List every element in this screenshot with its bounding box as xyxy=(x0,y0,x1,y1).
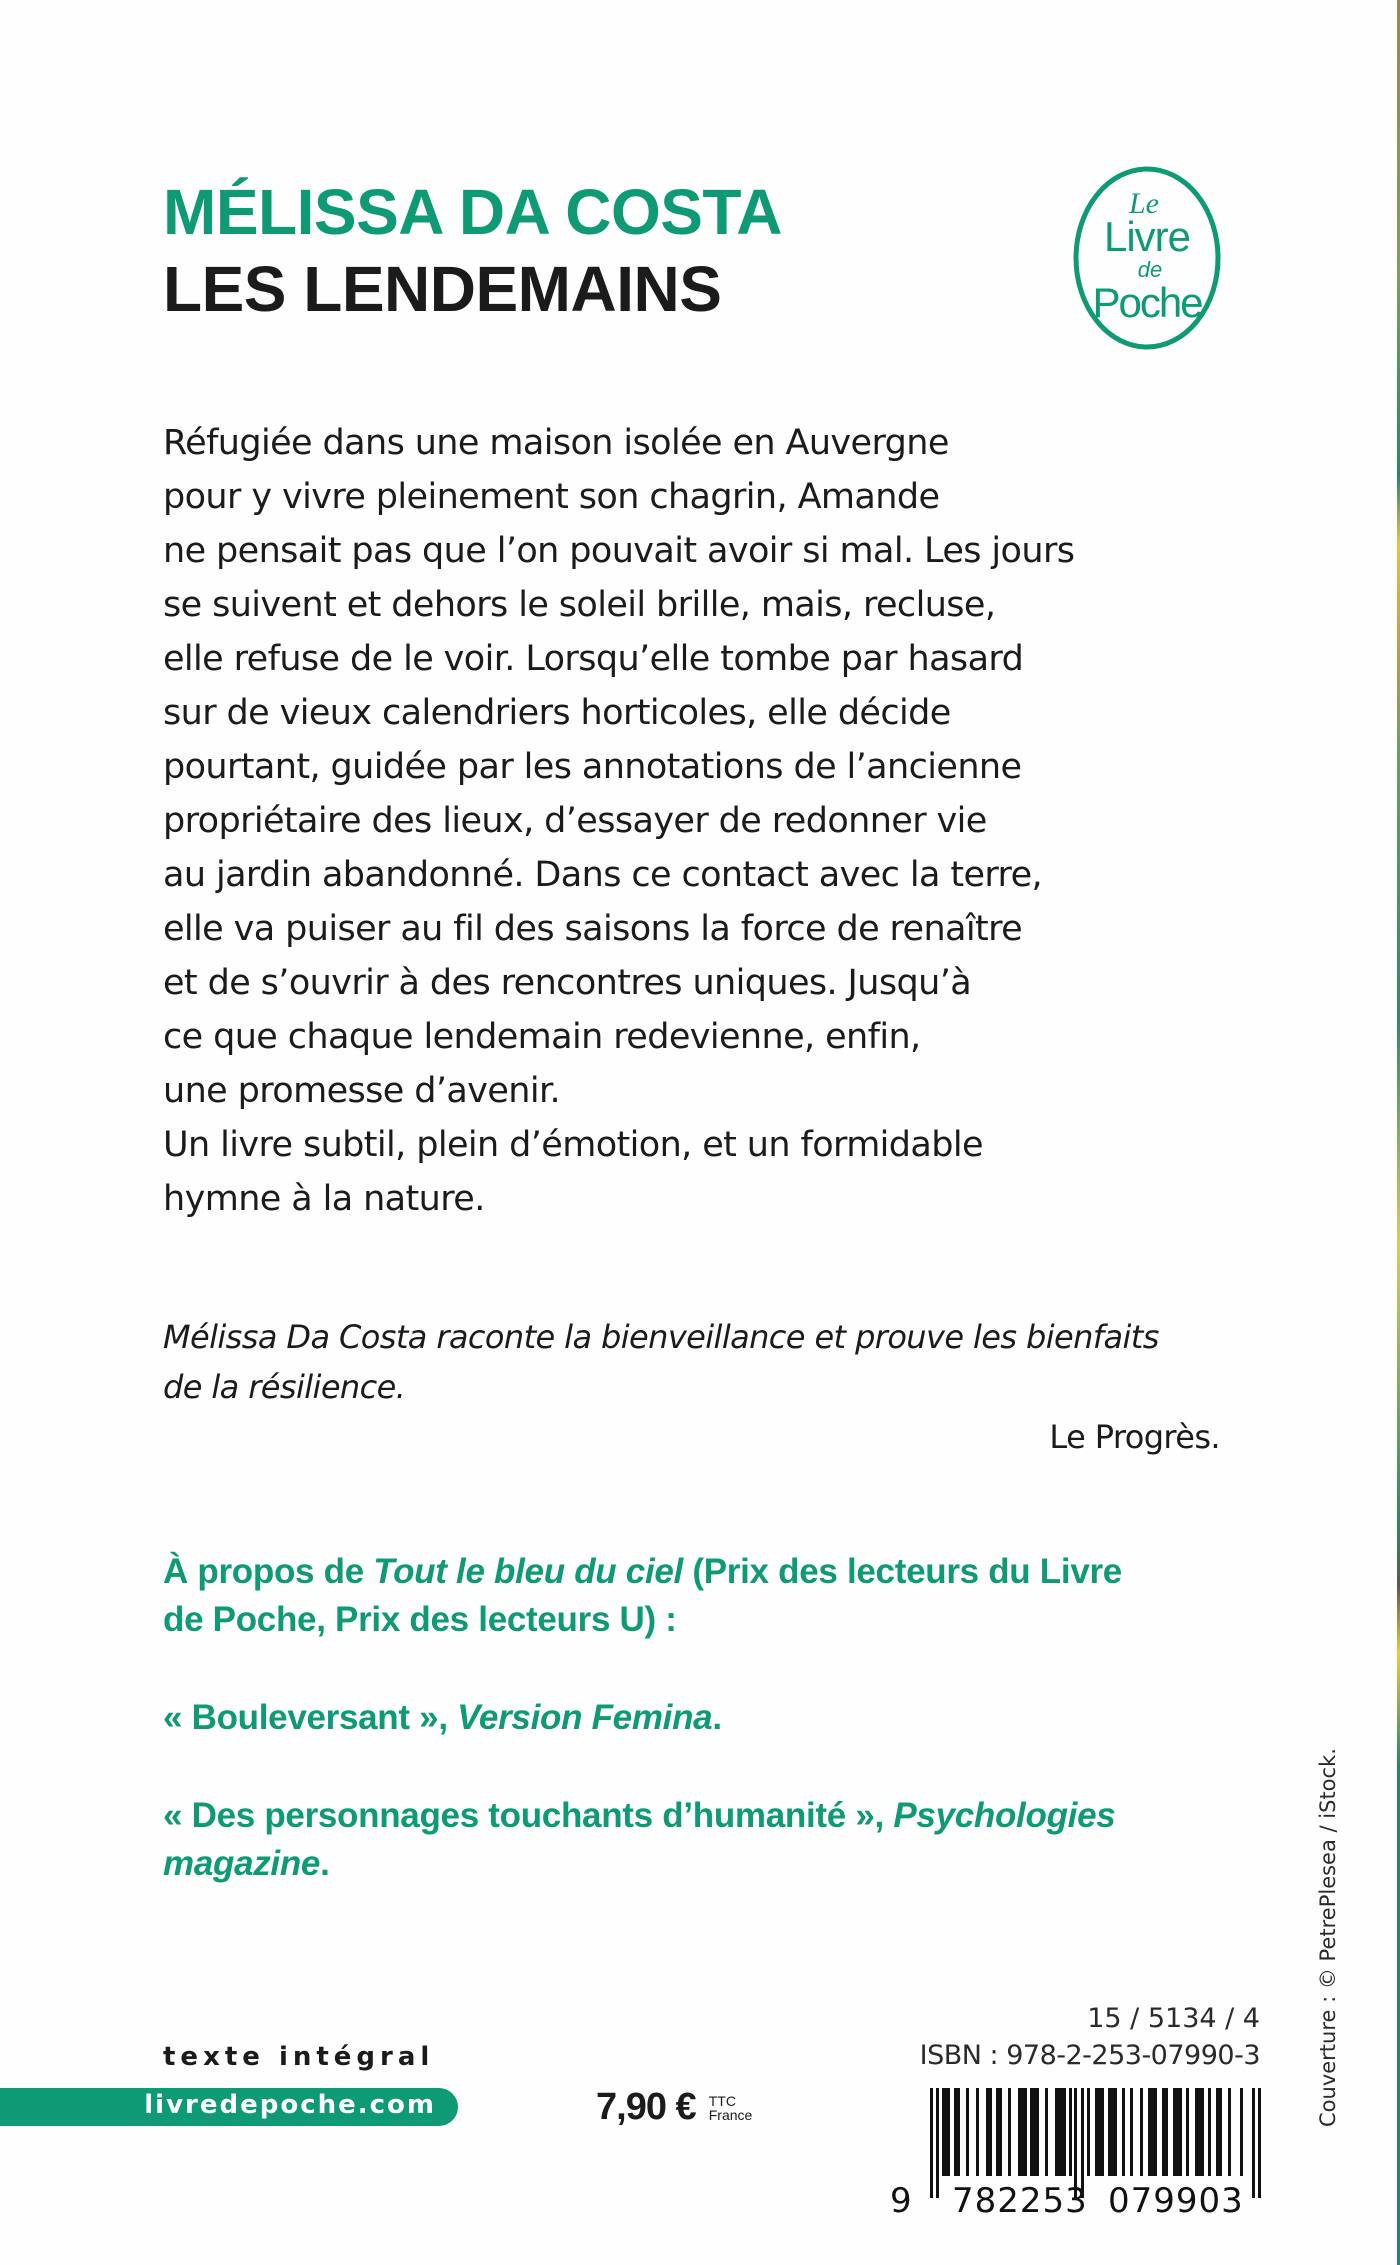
praise-intro-line1 xyxy=(163,1548,1243,1596)
barcode-digits-right: 079903 xyxy=(1108,2181,1244,2218)
barcode-bar xyxy=(1186,2088,1189,2176)
blurb-line: elle va puiser au fil des saisons la force de renaître xyxy=(163,909,1023,949)
barcode-bar xyxy=(1252,2088,1255,2198)
barcode-bar xyxy=(1045,2088,1048,2176)
praise-intro-book: Tout le bleu du ciel xyxy=(373,1552,683,1591)
praise-quote-2-end: . xyxy=(320,1844,330,1883)
barcode xyxy=(890,2088,1270,2218)
press-quote-line: Mélissa Da Costa raconte la bienveillance et prouve les bienfaits xyxy=(163,1318,1159,1356)
price xyxy=(596,2086,752,2129)
barcode-bar xyxy=(1173,2088,1182,2176)
praise-quote-2-source: Psychologies xyxy=(893,1796,1116,1835)
barcode-bar xyxy=(1030,2088,1039,2176)
barcode-bar xyxy=(1140,2088,1143,2176)
price-note-france: France xyxy=(708,2106,753,2123)
isbn: ISBN : 978-2-253-07990-3 xyxy=(919,2040,1260,2071)
blurb-line: ne pensait pas que l’on pouvait avoir si mal. Les jours xyxy=(163,531,1075,571)
barcode-bar xyxy=(1130,2088,1133,2176)
barcode-bar xyxy=(976,2088,979,2176)
barcode-bar xyxy=(966,2088,969,2176)
blurb xyxy=(163,416,1213,1226)
blurb-line: Un livre subtil, plein d’émotion, et un formidable xyxy=(163,1125,983,1165)
blurb-line: ce que chaque lendemain redevienne, enfin, xyxy=(163,1017,921,1057)
praise-quote-2 xyxy=(163,1792,1243,1840)
barcode-bar xyxy=(1240,2088,1243,2176)
blurb-line: Réfugiée dans une maison isolée en Auvergne xyxy=(163,423,949,463)
texte-integral-label: texte intégral xyxy=(163,2042,435,2072)
barcode-bar xyxy=(936,2088,939,2198)
blurb-line: propriétaire des lieux, d’essayer de redonner vie xyxy=(163,801,987,841)
price-note xyxy=(709,2094,753,2122)
blurb-line: une promesse d’avenir. xyxy=(163,1071,561,1111)
barcode-bar xyxy=(1018,2088,1027,2176)
barcode-bar xyxy=(930,2088,933,2198)
praise-intro-suffix: (Prix des lecteurs du Livre xyxy=(682,1552,1122,1591)
praise-quote-2-source-cont: magazine xyxy=(163,1844,321,1883)
barcode-digits-left: 782253 xyxy=(952,2181,1088,2218)
blurb-line: elle refuse de le voir. Lorsqu’elle tombe par hasard xyxy=(163,639,1024,679)
catalog-code: 15 / 5134 / 4 xyxy=(1087,2003,1260,2034)
website-banner xyxy=(0,2088,458,2126)
barcode-bar xyxy=(1108,2088,1117,2176)
logo-text-livre: Livre xyxy=(1103,213,1191,260)
press-quote-line: de la résilience. xyxy=(163,1368,406,1406)
press-quote-source: Le Progrès. xyxy=(1049,1418,1220,1456)
blurb-line: hymne à la nature. xyxy=(163,1179,485,1219)
barcode-digit-first: 9 xyxy=(890,2181,912,2218)
blurb-line: au jardin abandonné. Dans ce contact avec la terre, xyxy=(163,855,1043,895)
barcode-bar xyxy=(1228,2088,1231,2176)
logo-text-de: de xyxy=(1137,257,1163,282)
barcode-bar xyxy=(1055,2088,1066,2176)
praise-quote-2-line2 xyxy=(163,1840,1243,1888)
blurb-line: et de s’ouvrir à des rencontres uniques. Jusqu’à xyxy=(163,963,972,1003)
barcode-bar xyxy=(1208,2088,1211,2176)
logo-text-poche: Poche xyxy=(1092,279,1202,326)
praise-quote-1-text: « Bouleversant », xyxy=(163,1698,458,1737)
barcode-bar xyxy=(1148,2088,1157,2176)
barcode-bar xyxy=(986,2088,992,2176)
blurb-line: pourtant, guidée par les annotations de l’ancienne xyxy=(163,747,1022,787)
praise-intro-prefix: À propos de xyxy=(163,1552,374,1591)
book-title: LES LENDEMAINS xyxy=(163,253,722,325)
blurb-line: se suivent et dehors le soleil brille, mais, recluse, xyxy=(163,585,996,625)
price-note-ttc: TTC xyxy=(708,2092,736,2109)
praise-quote-2-text: « Des personnages touchants d’humanité », xyxy=(163,1796,894,1835)
price-amount: 7,90 € xyxy=(596,2086,696,2128)
press-quote xyxy=(163,1312,1243,1412)
barcode-bar xyxy=(1258,2088,1261,2198)
cover-credit: Couverture : © PetrePlesea / iStock. xyxy=(1316,1748,1340,2127)
livre-de-poche-logo xyxy=(1072,165,1222,351)
logo-text-le: Le xyxy=(1129,187,1159,220)
website-link[interactable]: livredepoche.com xyxy=(144,2090,436,2120)
barcode-bar xyxy=(1087,2088,1090,2176)
blurb-line: pour y vivre pleinement son chagrin, Amande xyxy=(163,477,940,517)
praise-quote-1-end: . xyxy=(712,1698,722,1737)
barcode-bar xyxy=(1095,2088,1104,2176)
praise-quote-1 xyxy=(163,1694,1243,1742)
barcode-bar xyxy=(1008,2088,1011,2176)
author-name: MÉLISSA DA COSTA xyxy=(163,176,782,248)
blurb-line: sur de vieux calendriers horticoles, elle décide xyxy=(163,693,951,733)
barcode-bar xyxy=(1195,2088,1204,2176)
barcode-bar xyxy=(954,2088,960,2176)
barcode-bar xyxy=(1162,2088,1168,2176)
praise-quote-1-source: Version Femina xyxy=(457,1698,713,1737)
barcode-bar xyxy=(996,2088,1002,2176)
barcode-bar xyxy=(1069,2088,1072,2176)
barcode-bar xyxy=(1122,2088,1125,2176)
barcode-bar xyxy=(942,2088,950,2176)
praise-intro-line2: de Poche, Prix des lecteurs U) : xyxy=(163,1600,677,1639)
barcode-bar xyxy=(1216,2088,1222,2176)
praise-section xyxy=(163,1548,1243,1888)
